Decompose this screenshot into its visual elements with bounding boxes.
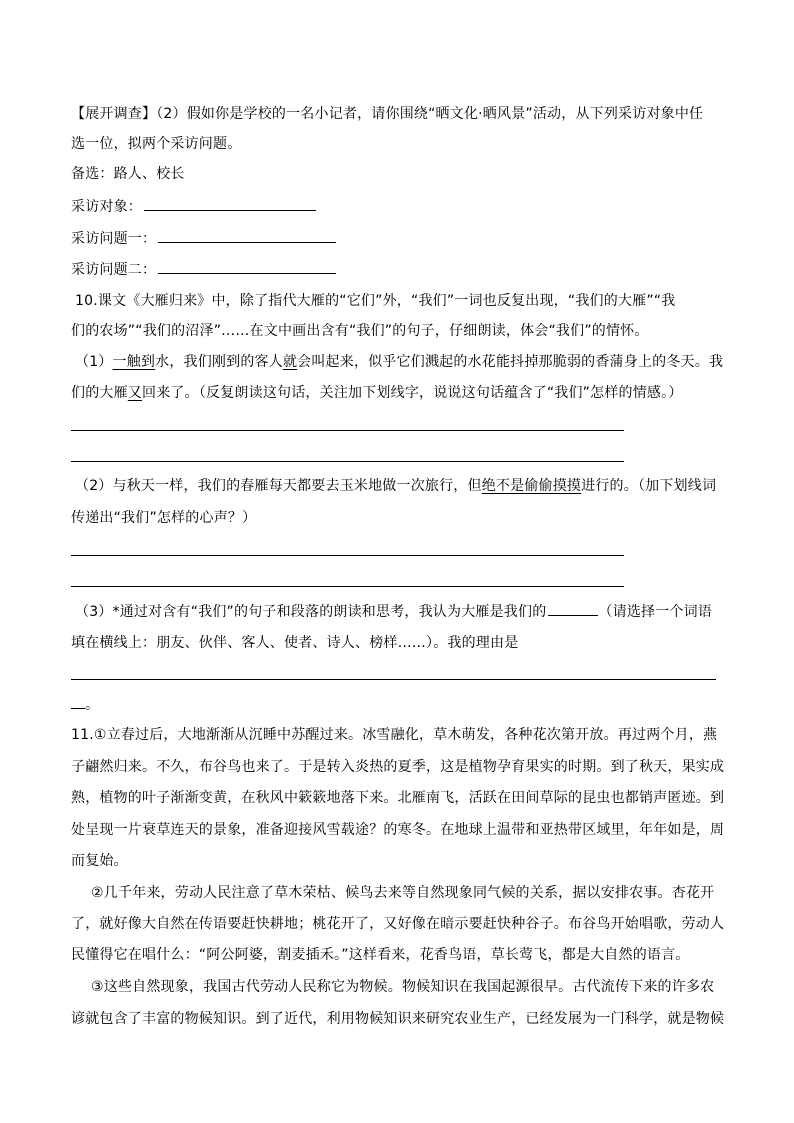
part2-text: （2）与秋天一样，我们的春雁每天都要去玉米地做一次旅行，但: [75, 478, 482, 494]
question1-blank[interactable]: [158, 228, 336, 243]
interview-target-row: [71, 196, 316, 217]
interview-target-blank[interactable]: [144, 196, 316, 211]
part1-number: （1）: [75, 354, 113, 370]
q10-part1-line1: [75, 352, 723, 372]
underlined-word: 一触到: [112, 354, 156, 370]
q11-p3-line: ③这些自然现象，我国古代劳动人民称它为物候。物候知识在我国起源很早。古代流传下来的许多农: [91, 979, 715, 995]
q11-p2-line: 了，就好像大自然在传语要赶快耕地；桃花开了，又好像在暗示要赶快种谷子。布谷鸟开始唱歌，劳动人: [71, 916, 725, 932]
q11-p1-line: 处呈现一片衰草连天的景象，准备迎接风雪载途？的寒冬。在地球上温带和亚热带区域里，年年如是，周: [71, 822, 725, 838]
part1-text: 回来了。（反复朗读这句话，关注加下划线字，说说这句话蕴含了“我们”怎样的情感。）: [142, 385, 683, 401]
question2-row: [71, 259, 336, 280]
q10-part3-line2: 填在横线上：朋友、伙伴、客人、使者、诗人、榜样……）。我的理由是: [71, 635, 519, 651]
period: 。: [85, 697, 100, 713]
underlined-word: 又: [127, 385, 143, 401]
section-open-line1: 【展开调查】（2）假如你是学校的一名小记者，请你围绕“晒文化·晒风景”活动，从下列采访对象中任: [71, 106, 704, 122]
part1-text: 会叫起来，似乎它们溅起的水花能抖掉那脆弱的香蒲身上的冬天。我: [297, 354, 724, 370]
options-line: 备选：路人、校长: [71, 166, 185, 182]
part3-text: （3）*通过对含有“我们”的句子和段落的朗读和思考，我认为大雁是我们的: [75, 604, 547, 620]
part2-text: 进行的。（加下划线词: [581, 478, 717, 494]
q11-p1-line: 熟，植物的叶子渐渐变黄，在秋风中簌簌地落下来。北雁南飞，活跃在田间草际的昆虫也都销声匿迹。到: [71, 790, 725, 806]
q11-p2-line: ②几千年来，劳动人民注意了草木荣枯、候鸟去来等自然现象同气候的关系，据以安排农事。杏花开: [91, 885, 715, 901]
section-open-line2: 选一位，拟两个采访问题。: [71, 136, 242, 152]
underlined-word: 偷偷摸摸: [524, 478, 582, 494]
q10-part2-line1: [75, 476, 716, 496]
question1-label: 采访问题一：: [71, 231, 157, 247]
word-choice-blank[interactable]: [548, 601, 598, 616]
q11-p1-line: 11.①立春过后，大地渐渐从沉睡中苏醒过来。冰雪融化，草木萌发，各种花次第开放。再过两个月，燕: [71, 727, 718, 743]
answer-line[interactable]: [71, 461, 624, 462]
q10-part3-end: [71, 694, 99, 715]
question2-blank[interactable]: [158, 259, 336, 274]
answer-line[interactable]: [71, 430, 624, 431]
q11-p1-line: 而复始。: [71, 853, 128, 869]
question1-row: [71, 228, 336, 249]
part1-text: 水，我们刚到的客人: [155, 354, 283, 370]
q11-p3-line: 谚就包含了丰富的物候知识。到了近代，利用物候知识来研究农业生产，已经发展为一门科学，就是物候: [71, 1011, 725, 1027]
answer-line[interactable]: [71, 586, 624, 587]
q10-line2: 们的农场”“我们的沼泽”……在文中画出含有“我们”的句子，仔细朗读，体会“我们”的情怀。: [71, 323, 649, 339]
reason-answer-line-end[interactable]: [71, 694, 85, 709]
underlined-word: 就: [282, 354, 298, 370]
q10-part3-line1: [75, 601, 712, 622]
q11-p1-line: 子翩然归来。不久，布谷鸟也来了。于是转入炎热的夏季，这是植物孕育果实的时期。到了秋天，果实成: [71, 759, 725, 775]
q10-part1-line2: [71, 383, 683, 403]
part1-text: 们的大雁: [71, 385, 128, 401]
question2-label: 采访问题二：: [71, 262, 157, 278]
q10-part2-line2: 传递出“我们”怎样的心声？）: [71, 510, 257, 526]
interview-target-label: 采访对象：: [71, 199, 142, 215]
q10-line1: 10.课文《大雁归来》中，除了指代大雁的“它们”外，“我们”一词也反复出现，“我们的大雁”“我: [75, 293, 676, 309]
q11-p2-line: 民懂得它在唱什么：“阿公阿婆，割麦插禾。”这样看来，花香鸟语，草长莺飞，都是大自然的语言。: [71, 947, 690, 963]
reason-answer-line[interactable]: [71, 679, 716, 680]
answer-line[interactable]: [71, 555, 624, 556]
underlined-word: 绝不是: [481, 478, 525, 494]
part3-text: （请选择一个词语: [598, 604, 713, 620]
